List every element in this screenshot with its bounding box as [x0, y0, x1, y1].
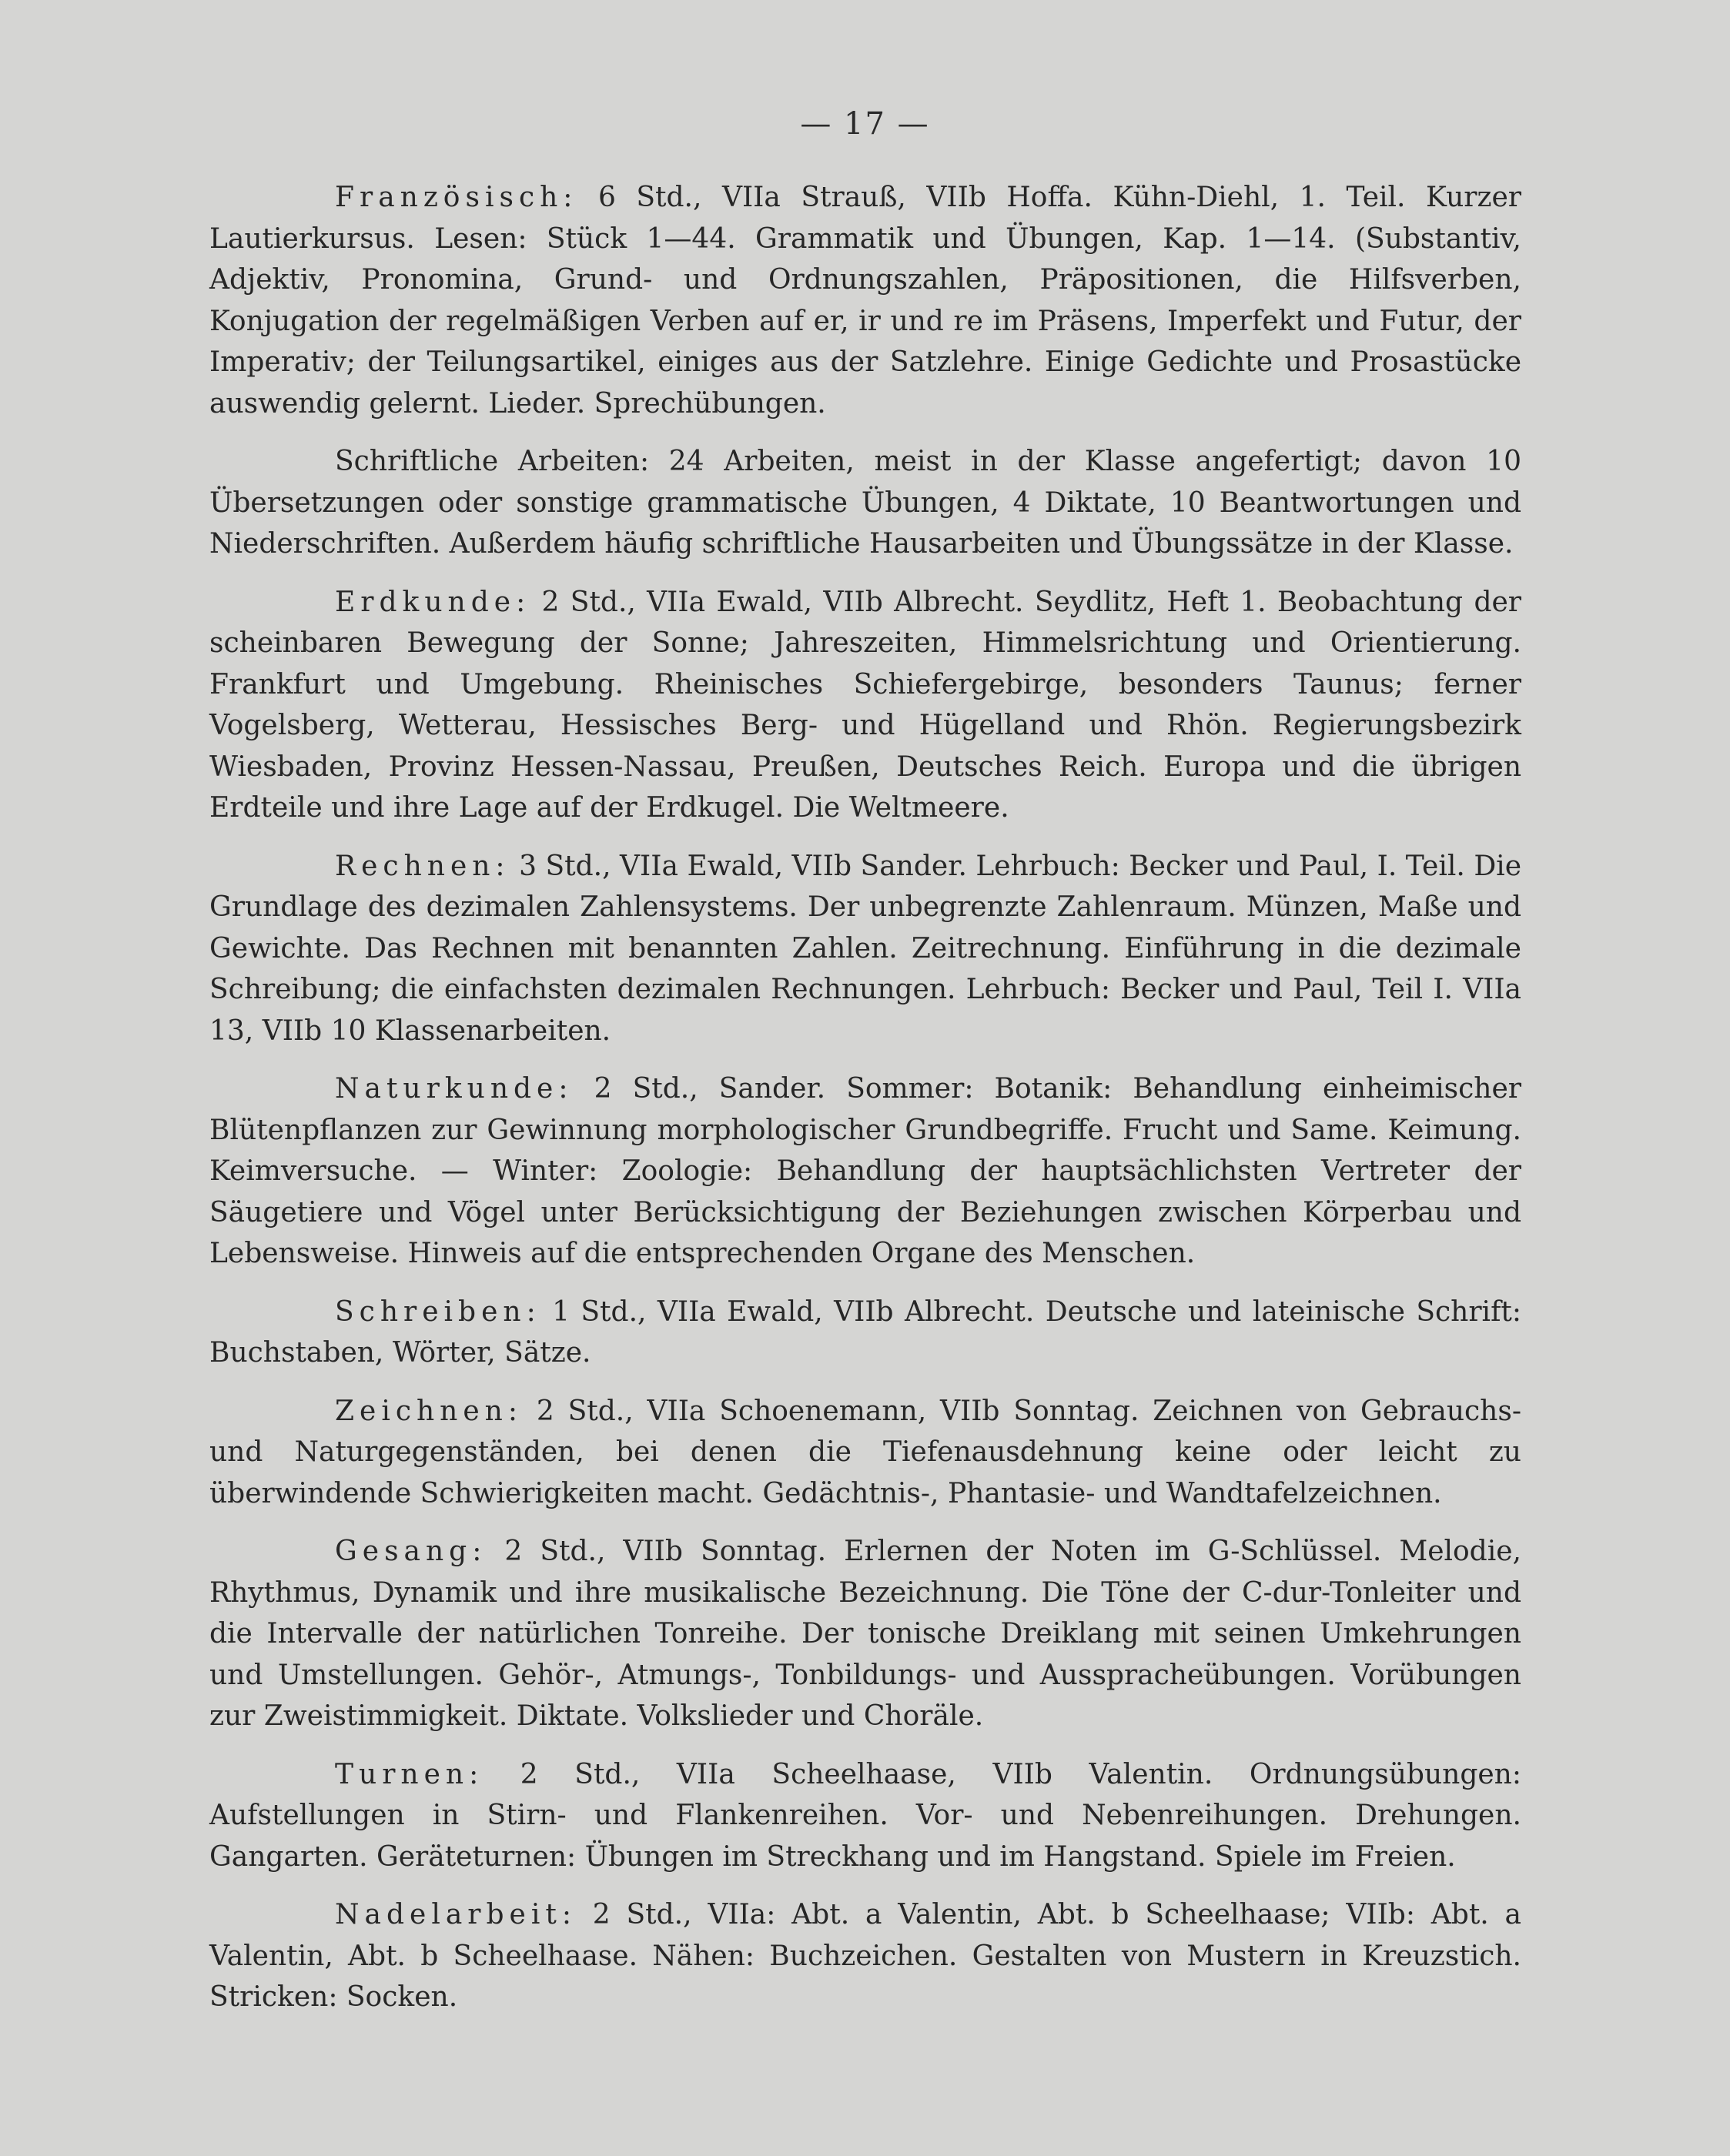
- paragraph-text: 2 Std., VIIa Scheelhaase, VIIb Valentin. Ordnungsübungen: Aufstellungen in Stirn- und Flankenreihen. Vor- und Nebenreihungen. Drehungen. Gangarten. Geräteturnen: Übungen im Streckhang und im Hangstand. Spiele im Freien.: [209, 1758, 1521, 1873]
- subject-heading: Turnen:: [335, 1758, 484, 1790]
- paragraph-schriftliche-arbeiten: [209, 441, 1521, 565]
- paragraph-turnen: [209, 1754, 1521, 1878]
- subject-heading: Erdkunde:: [335, 586, 531, 618]
- curriculum-text: [209, 177, 1521, 2035]
- paragraph-zeichnen: [209, 1391, 1521, 1515]
- subject-heading: Französisch:: [335, 182, 578, 213]
- paragraph-schreiben: [209, 1292, 1521, 1374]
- paragraph-text: 1 Std., VIIa Ewald, VIIb Albrecht. Deutsche und lateinische Schrift: Buchstaben, Wörter, Sätze.: [209, 1295, 1521, 1369]
- paragraph-text: 6 Std., VIIa Strauß, VIIb Hoffa. Kühn-Diehl, 1. Teil. Kurzer Lautierkursus. Lesen: Stück 1—44. Grammatik und Übungen, Kap. 1—14. (Substantiv, Adjektiv, Pronomina, Grund- und Ordnungszahlen, Präpositionen, die Hilfsverben, Konjugation der regelmäßigen Verben auf er, ir und re im Präsens, Imperfekt und Futur, der Imperativ; der Teilungsartikel, einiges aus der Satzlehre. Einige Gedichte und Prosastücke auswendig gelernt. Lieder. Sprechübungen.: [209, 182, 1521, 420]
- paragraph-naturkunde: [209, 1068, 1521, 1275]
- paragraph-erdkunde: [209, 582, 1521, 829]
- subject-heading: Schreiben:: [335, 1295, 541, 1328]
- paragraph-text: 3 Std., VIIa Ewald, VIIb Sander. Lehrbuch: Becker und Paul, I. Teil. Die Grundlage des dezimalen Zahlensystems. Der unbegrenzte Zahlenraum. Münzen, Maße und Gewichte. Das Rechnen mit benannten Zahlen. Zeitrechnung. Einführung in die dezimale Schreibung; die einfachsten dezimalen Rechnungen. Lehrbuch: Becker und Paul, Teil I. VIIa 13, VIIb 10 Klassenarbeiten.: [209, 850, 1521, 1047]
- paragraph-text: 2 Std., VIIa: Abt. a Valentin, Abt. b Scheelhaase; VIIb: Abt. a Valentin, Abt. b Scheelhaase. Nähen: Buchzeichen. Gestalten von Mustern in Kreuzstich. Stricken: Socken.: [209, 1899, 1521, 2013]
- subject-heading: Naturkunde:: [335, 1073, 574, 1105]
- subject-heading: Nadelarbeit:: [335, 1899, 577, 1930]
- paragraph-text: 2 Std., VIIa Schoenemann, VIIb Sonntag. Zeichnen von Gebrauchs- und Naturgegenständen, bei denen die Tiefenausdehnung keine oder leicht zu überwindende Schwierigkeiten macht. Gedächtnis-, Phantasie- und Wandtafelzeichnen.: [209, 1395, 1521, 1509]
- paragraph-text: 2 Std., VIIa Ewald, VIIb Albrecht. Seydlitz, Heft 1. Beobachtung der scheinbaren Bewegung der Sonne; Jahreszeiten, Himmelsrichtung und Orientierung. Frankfurt und Umgebung. Rheinisches Schiefergebirge, besonders Taunus; ferner Vogelsberg, Wetterau, Hessisches Berg- und Hügelland und Rhön. Regierungsbezirk Wiesbaden, Provinz Hessen-Nassau, Preußen, Deutsches Reich. Europa und die übrigen Erdteile und ihre Lage auf der Erdkugel. Die Weltmeere.: [209, 586, 1521, 824]
- paragraph-text: 2 Std., VIIb Sonntag. Erlernen der Noten im G-Schlüssel. Melodie, Rhythmus, Dynamik und ihre musikalische Bezeichnung. Die Töne der C-dur-Tonleiter und die Intervalle der natürlichen Tonreihe. Der tonische Dreiklang mit seinen Umkehrungen und Umstellungen. Gehör-, Atmungs-, Tonbildungs- und Ausspracheübungen. Vorübungen zur Zweistimmigkeit. Diktate. Volkslieder und Choräle.: [209, 1536, 1521, 1732]
- subject-heading: Gesang:: [335, 1536, 487, 1567]
- paragraph-franzoesisch: [209, 177, 1521, 424]
- subject-heading: Zeichnen:: [335, 1395, 523, 1427]
- page-number: — 17 —: [800, 106, 930, 142]
- paragraph-rechnen: [209, 846, 1521, 1052]
- paragraph-text: 2 Std., Sander. Sommer: Botanik: Behandlung einheimischer Blütenpflanzen zur Gewinnung morphologischer Grundbegriffe. Frucht und Same. Keimung. Keimversuche. — Winter: Zoologie: Behandlung der hauptsächlichsten Vertreter der Säugetiere und Vögel unter Berücksichtigung der Beziehungen zwischen Körperbau und Lebensweise. Hinweis auf die entsprechenden Organe des Menschen.: [209, 1073, 1521, 1269]
- paragraph-nadelarbeit: [209, 1894, 1521, 2018]
- subject-heading: Rechnen:: [335, 850, 510, 882]
- paragraph-text: Schriftliche Arbeiten: 24 Arbeiten, meist in der Klasse angefertigt; davon 10 Übersetzungen oder sonstige grammatische Übungen, 4 Diktate, 10 Beantwortungen und Niederschriften. Außerdem häufig schriftliche Hausarbeiten und Übungssätze in der Klasse.: [209, 446, 1521, 560]
- paragraph-gesang: [209, 1531, 1521, 1737]
